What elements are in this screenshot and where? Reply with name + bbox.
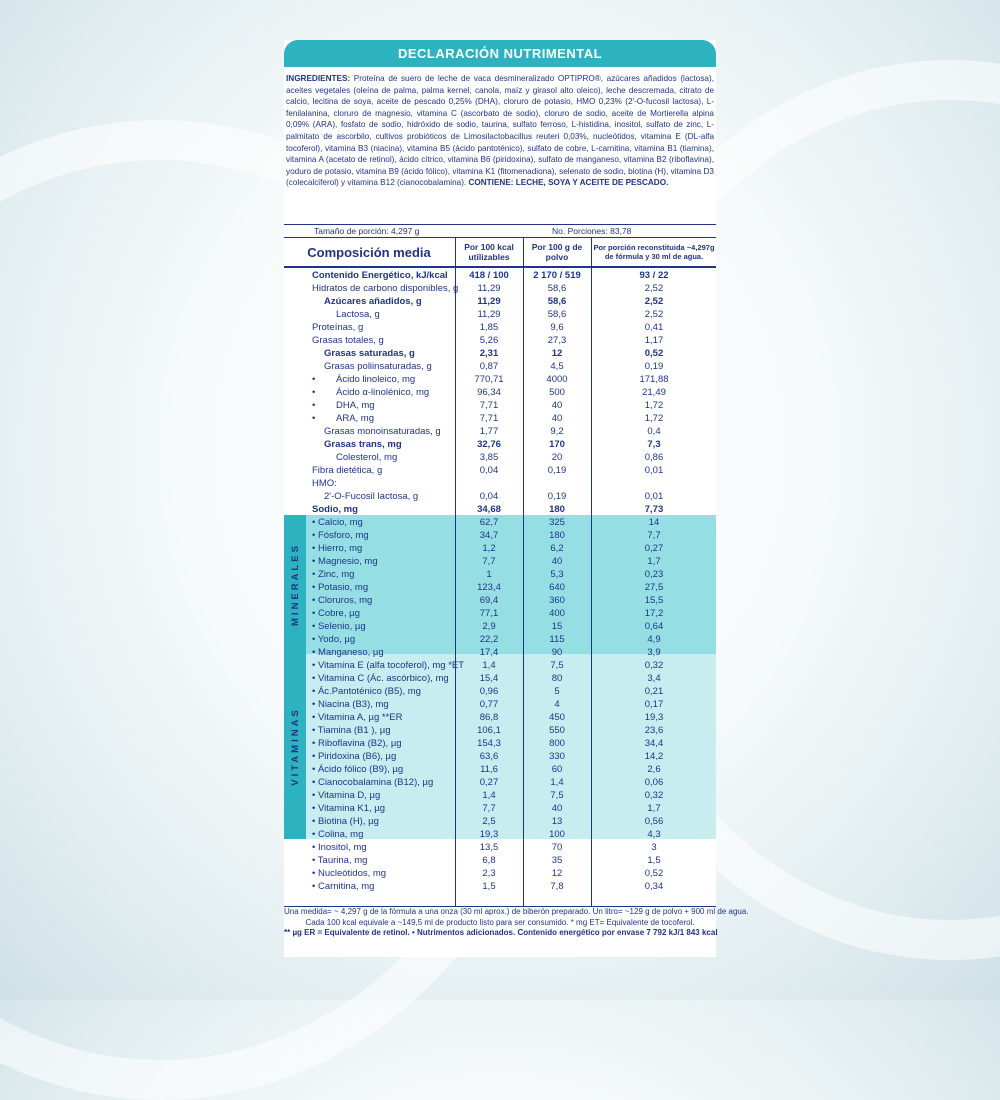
- value-per-portion: 0,41: [644, 322, 664, 333]
- value-per-portion: 1,5: [647, 855, 661, 866]
- value-per-100kcal: 11,29: [477, 283, 501, 294]
- value-per-portion: 1,7: [647, 803, 661, 814]
- value-per-100kcal: 2,9: [482, 621, 496, 632]
- value-per-portion: 21,49: [642, 387, 666, 398]
- table-row: [284, 777, 716, 788]
- nutrient-name: Hidratos de carbono disponibles, g: [312, 283, 459, 294]
- value-per-100kcal: 86,8: [479, 712, 499, 723]
- table-row: [284, 842, 716, 853]
- label-footer: [284, 906, 749, 958]
- nutrient-name: • Zinc, mg: [312, 569, 355, 580]
- value-per-100kcal: 0,96: [479, 686, 499, 697]
- value-per-100g: 170: [549, 439, 565, 450]
- table-row: [284, 361, 716, 372]
- value-per-100kcal: 69,4: [479, 595, 499, 606]
- value-per-portion: 1,17: [644, 335, 664, 346]
- value-per-portion: 1,72: [644, 413, 664, 424]
- nutrient-name: Proteínas, g: [312, 322, 364, 333]
- table-row: [284, 790, 716, 801]
- table-row: [284, 608, 716, 619]
- header-per-portion: Por porción reconstituida ~4,297g de fórmula y 30 ml de agua.: [593, 243, 715, 261]
- portion-size: Tamaño de porción: 4,297 g: [314, 226, 420, 236]
- value-per-100kcal: 34,7: [479, 530, 499, 541]
- value-per-portion: 19,3: [644, 712, 664, 723]
- value-per-100kcal: 32,76: [477, 439, 501, 450]
- bullet-marker: •: [312, 400, 316, 411]
- table-row: [284, 387, 716, 398]
- nutrient-name: Grasas poliinsaturadas, g: [324, 361, 432, 372]
- value-per-100kcal: 77,1: [479, 608, 499, 619]
- nutrient-name: • Vitamina E (alfa tocoferol), mg *ET: [312, 660, 465, 671]
- header-per-100g: Por 100 g de polvo: [531, 242, 583, 262]
- value-per-100kcal: 770,71: [474, 374, 504, 385]
- table-row: [284, 543, 716, 554]
- nutrient-name: • Colina, mg: [312, 829, 364, 840]
- nutrient-name: • Biotina (H), µg: [312, 816, 379, 827]
- nutrient-name: • Hierro, mg: [312, 543, 363, 554]
- value-per-portion: 0,32: [644, 660, 664, 671]
- value-per-100g: 90: [551, 647, 563, 658]
- value-per-100g: 27,3: [547, 335, 567, 346]
- value-per-100g: 0,19: [547, 465, 567, 476]
- table-row: [284, 686, 716, 697]
- nutrient-name: • Yodo, µg: [312, 634, 356, 645]
- table-row: [284, 881, 716, 892]
- table-header: [284, 238, 716, 268]
- nutrient-name: HMO:: [312, 478, 337, 489]
- value-per-100g: 4000: [546, 374, 568, 385]
- value-per-100g: 58,6: [547, 309, 567, 320]
- value-per-100g: 40: [551, 556, 563, 567]
- table-row: [284, 751, 716, 762]
- value-per-portion: 3,4: [647, 673, 661, 684]
- table-row: [284, 439, 716, 450]
- value-per-100kcal: 418 / 100: [469, 270, 509, 281]
- nutrient-name: 2'-O-Fucosil lactosa, g: [324, 491, 419, 502]
- vitamins-label: VITAMINAS: [289, 707, 301, 786]
- table-row: [284, 673, 716, 684]
- value-per-portion: 7,7: [647, 530, 661, 541]
- value-per-100kcal: 1,5: [482, 881, 496, 892]
- value-per-100kcal: 13,5: [479, 842, 499, 853]
- value-per-100kcal: 7,7: [482, 556, 496, 567]
- nutrient-name: Lactosa, g: [336, 309, 380, 320]
- nutrient-name: • Cobre, µg: [312, 608, 360, 619]
- value-per-portion: 0,19: [644, 361, 664, 372]
- table-row: [284, 855, 716, 866]
- nutrient-name: Ácido linoleico, mg: [336, 374, 416, 385]
- value-per-portion: 4,3: [647, 829, 661, 840]
- value-per-100kcal: 7,71: [479, 400, 499, 411]
- value-per-100g: 58,6: [547, 283, 567, 294]
- value-per-portion: 1,7: [647, 556, 661, 567]
- value-per-100kcal: 1,4: [482, 660, 496, 671]
- table-row: [284, 296, 716, 307]
- value-per-portion: 0,17: [644, 699, 664, 710]
- value-per-100kcal: 11,29: [477, 309, 501, 320]
- nutrient-name: • Ácido fólico (B9), µg: [312, 764, 404, 775]
- nutrient-name: Fibra dietética, g: [312, 465, 383, 476]
- value-per-100kcal: 3,85: [479, 452, 499, 463]
- value-per-portion: 34,4: [644, 738, 664, 749]
- nutrient-name: • Fósforo, mg: [312, 530, 369, 541]
- table-row: [284, 816, 716, 827]
- value-per-100kcal: 62,7: [479, 517, 499, 528]
- table-row: [284, 491, 716, 502]
- nutrient-name: Azúcares añadidos, g: [324, 296, 422, 307]
- value-per-portion: 0,34: [644, 881, 664, 892]
- table-row: [284, 335, 716, 346]
- nutrient-name: • Vitamina A, µg **ER: [312, 712, 403, 723]
- value-per-100g: 400: [549, 608, 565, 619]
- value-per-100g: 40: [551, 803, 563, 814]
- table-row: [284, 660, 716, 671]
- value-per-100g: 7,8: [550, 881, 564, 892]
- value-per-portion: 0,01: [644, 491, 664, 502]
- value-per-100g: 9,2: [550, 426, 564, 437]
- table-row: [284, 465, 716, 476]
- value-per-portion: 0,4: [647, 426, 661, 437]
- value-per-100kcal: 1,77: [479, 426, 499, 437]
- value-per-portion: 2,6: [647, 764, 661, 775]
- value-per-portion: 7,3: [647, 439, 661, 450]
- nutrient-name: • Taurina, mg: [312, 855, 368, 866]
- value-per-100kcal: 1: [486, 569, 492, 580]
- table-row: [284, 829, 716, 840]
- value-per-100g: 60: [551, 764, 563, 775]
- value-per-100kcal: 22,2: [479, 634, 499, 645]
- value-per-100g: 115: [549, 634, 565, 645]
- table-row: [284, 803, 716, 814]
- nutrient-name: • Carnitina, mg: [312, 881, 375, 892]
- table-row: [284, 348, 716, 359]
- footer-line-1: Una medida= ~ 4,297 g de la fórmula a una onza (30 ml aprox.) de biberón preparado. Un litro= ~129 g de polvo + 900 ml de agua.: [284, 907, 749, 916]
- value-per-100g: 35: [551, 855, 563, 866]
- value-per-100kcal: 96,34: [477, 387, 501, 398]
- bullet-marker: •: [312, 413, 316, 424]
- value-per-portion: 93 / 22: [639, 270, 669, 281]
- table-row: [284, 868, 716, 879]
- value-per-100g: 360: [549, 595, 565, 606]
- value-per-100kcal: 0,77: [479, 699, 499, 710]
- value-per-100kcal: 1,4: [482, 790, 496, 801]
- value-per-100g: 12: [551, 348, 563, 359]
- value-per-portion: 2,52: [644, 309, 664, 320]
- value-per-100kcal: 11,29: [477, 296, 501, 307]
- contains-text: CONTIENE: LECHE, SOYA Y ACEITE DE PESCADO.: [468, 178, 669, 188]
- value-per-portion: 0,21: [644, 686, 664, 697]
- value-per-100kcal: 123,4: [477, 582, 501, 593]
- value-per-100g: 15: [551, 621, 563, 632]
- table-row: [284, 725, 716, 736]
- value-per-100kcal: 1,2: [482, 543, 496, 554]
- bullet-marker: •: [312, 374, 316, 385]
- table-row: [284, 634, 716, 645]
- value-per-100g: 2 170 / 519: [533, 270, 581, 281]
- nutrient-name: • Vitamina D, µg: [312, 790, 381, 801]
- value-per-100kcal: 34,68: [477, 504, 501, 515]
- value-per-portion: 0,52: [644, 868, 664, 879]
- nutrient-name: • Magnesio, mg: [312, 556, 378, 567]
- value-per-100g: 800: [549, 738, 565, 749]
- table-row: [284, 309, 716, 320]
- table-row: [284, 517, 716, 528]
- table-row: [284, 452, 716, 463]
- value-per-100g: 640: [549, 582, 565, 593]
- value-per-100g: 4,5: [550, 361, 564, 372]
- value-per-portion: 0,56: [644, 816, 664, 827]
- value-per-100g: 5,3: [550, 569, 564, 580]
- value-per-portion: 0,64: [644, 621, 664, 632]
- value-per-100kcal: 154,3: [477, 738, 501, 749]
- value-per-portion: 4,9: [647, 634, 661, 645]
- value-per-100kcal: 7,71: [479, 413, 499, 424]
- value-per-100g: 9,6: [550, 322, 564, 333]
- value-per-100g: 58,6: [547, 296, 567, 307]
- nutrient-name: • Vitamina K1, µg: [312, 803, 386, 814]
- value-per-100kcal: 106,1: [477, 725, 501, 736]
- value-per-100g: 12: [551, 868, 563, 879]
- nutrient-name: • Ác.Pantoténico (B5), mg: [312, 686, 421, 697]
- table-row: [284, 283, 716, 294]
- value-per-portion: 14,2: [644, 751, 664, 762]
- value-per-100kcal: 2,3: [482, 868, 496, 879]
- value-per-100kcal: 19,3: [479, 829, 499, 840]
- footer-line-2: Cada 100 kcal equivale a ~149,5 ml de producto listo para ser consumido. * mg ET= Equivalente de tocoferol.: [305, 917, 695, 927]
- value-per-100kcal: 0,04: [479, 491, 499, 502]
- value-per-100g: 500: [549, 387, 565, 398]
- value-per-100g: 7,5: [550, 660, 564, 671]
- table-row: [284, 764, 716, 775]
- nutrient-name: • Manganeso, µg: [312, 647, 384, 658]
- value-per-100g: 450: [549, 712, 565, 723]
- value-per-100kcal: 17,4: [479, 647, 499, 658]
- portions-count: No. Porciones: 83,78: [552, 226, 632, 236]
- value-per-100g: 550: [549, 725, 565, 736]
- value-per-100g: 40: [551, 400, 563, 411]
- table-row: [284, 400, 716, 411]
- bullet-marker: •: [312, 387, 316, 398]
- table-row: [284, 712, 716, 723]
- nutrient-name: Grasas monoinsaturadas, g: [324, 426, 441, 437]
- table-row: [284, 530, 716, 541]
- nutrient-name: Ácido α-linolénico, mg: [336, 387, 430, 398]
- table-row: [284, 478, 716, 489]
- value-per-portion: 0,27: [644, 543, 664, 554]
- nutrient-name: • Niacina (B3), mg: [312, 699, 389, 710]
- value-per-100g: 5: [554, 686, 560, 697]
- nutrition-label: [284, 40, 749, 957]
- value-per-portion: 0,32: [644, 790, 664, 801]
- ingredients-block: [286, 73, 714, 189]
- nutrient-name: Contenido Energético, kJ/kcal: [312, 270, 448, 281]
- value-per-portion: 1,72: [644, 400, 664, 411]
- table-row: [284, 569, 716, 580]
- value-per-100kcal: 2,5: [482, 816, 496, 827]
- table-row: [284, 595, 716, 606]
- header-per-100kcal: Por 100 kcal utilizables: [464, 242, 514, 262]
- value-per-portion: 3: [651, 842, 657, 853]
- value-per-portion: 27,5: [644, 582, 664, 593]
- header-composition: Composición media: [307, 244, 431, 260]
- value-per-portion: 0,52: [644, 348, 664, 359]
- value-per-portion: 171,88: [639, 374, 669, 385]
- label-title: DECLARACIÓN NUTRIMENTAL: [284, 40, 716, 67]
- nutrient-name: Sodio, mg: [312, 504, 358, 515]
- nutrient-name: DHA, mg: [336, 400, 375, 411]
- value-per-portion: 23,6: [644, 725, 664, 736]
- table-row: [284, 582, 716, 593]
- value-per-100kcal: 63,6: [479, 751, 499, 762]
- value-per-100g: 330: [549, 751, 565, 762]
- table-row: [284, 738, 716, 749]
- table-row: [284, 270, 716, 281]
- value-per-100g: 100: [549, 829, 565, 840]
- value-per-100g: 0,19: [547, 491, 567, 502]
- nutrient-name: • Cianocobalamina (B12), µg: [312, 777, 434, 788]
- value-per-portion: 7,73: [644, 504, 664, 515]
- value-per-100g: 13: [551, 816, 563, 827]
- value-per-100g: 4: [554, 699, 560, 710]
- value-per-portion: 2,52: [644, 283, 664, 294]
- value-per-portion: 2,52: [644, 296, 664, 307]
- value-per-portion: 0,01: [644, 465, 664, 476]
- ingredients-heading: INGREDIENTES:: [286, 74, 351, 83]
- value-per-100g: 7,5: [550, 790, 564, 801]
- value-per-100kcal: 5,26: [479, 335, 499, 346]
- nutrient-name: • Selenio, µg: [312, 621, 366, 632]
- value-per-portion: 14: [648, 517, 660, 528]
- value-per-100kcal: 15,4: [479, 673, 499, 684]
- nutrient-name: Grasas totales, g: [312, 335, 384, 346]
- value-per-portion: 0,06: [644, 777, 664, 788]
- value-per-100kcal: 11,6: [480, 764, 498, 775]
- value-per-portion: 3,9: [647, 647, 661, 658]
- value-per-100kcal: 0,04: [479, 465, 499, 476]
- value-per-portion: 0,86: [644, 452, 664, 463]
- table-row: [284, 413, 716, 424]
- nutrient-name: • Potasio, mg: [312, 582, 369, 593]
- portion-info: [284, 224, 716, 238]
- nutrient-name: • Riboflavina (B2), µg: [312, 738, 402, 749]
- value-per-100g: 80: [551, 673, 563, 684]
- table-row: [284, 504, 716, 515]
- nutrient-name: • Vitamina C (Ác. ascórbico), mg: [312, 673, 449, 684]
- nutrient-name: Colesterol, mg: [336, 452, 398, 463]
- value-per-100g: 325: [549, 517, 565, 528]
- value-per-100kcal: 1,85: [479, 322, 499, 333]
- value-per-100g: 40: [551, 413, 563, 424]
- nutrient-name: • Inositol, mg: [312, 842, 367, 853]
- table-row: [284, 699, 716, 710]
- value-per-100kcal: 6,8: [482, 855, 496, 866]
- value-per-100g: 6,2: [550, 543, 564, 554]
- nutrient-name: ARA, mg: [336, 413, 375, 424]
- value-per-100kcal: 0,87: [479, 361, 499, 372]
- nutrient-name: Grasas trans, mg: [324, 439, 402, 450]
- nutrient-name: • Piridoxina (B6), µg: [312, 751, 397, 762]
- value-per-100kcal: 7,7: [482, 803, 496, 814]
- value-per-portion: 17,2: [644, 608, 664, 619]
- table-row: [284, 426, 716, 437]
- value-per-100g: 20: [551, 452, 563, 463]
- value-per-100kcal: 0,27: [479, 777, 499, 788]
- table-row: [284, 322, 716, 333]
- footer-line-3: ** µg ER = Equivalente de retinol. • Nutrimentos adicionados. Contenido energético por envase 7 792 kJ/1 843 kcal: [284, 928, 718, 937]
- table-row: [284, 647, 716, 658]
- table-row: [284, 374, 716, 385]
- nutrient-name: Grasas saturadas, g: [324, 348, 415, 359]
- nutrient-name: • Tiamina (B1 ), µg: [312, 725, 391, 736]
- value-per-100g: 180: [549, 504, 565, 515]
- nutrient-name: • Cloruros, mg: [312, 595, 373, 606]
- value-per-100kcal: 2,31: [479, 348, 499, 359]
- value-per-portion: 15,5: [644, 595, 664, 606]
- value-per-100g: 70: [551, 842, 563, 853]
- table-row: [284, 621, 716, 632]
- nutrient-name: • Nucleótidos, mg: [312, 868, 387, 879]
- value-per-100g: 180: [549, 530, 565, 541]
- minerals-label: MINERALES: [289, 543, 301, 626]
- nutrient-name: • Calcio, mg: [312, 517, 363, 528]
- value-per-portion: 0,23: [644, 569, 664, 580]
- table-row: [284, 556, 716, 567]
- value-per-100g: 1,4: [550, 777, 564, 788]
- ingredients-text: Proteína de suero de leche de vaca desmineralizado OPTIPRO®, azúcares añadidos (lactosa), aceites vegetales (oleína de palma, palma kernel, canola, maíz y girasol alto oleico), leche descremada, citrato de calcio, lecitina de soya, aceite de pescado 0,25% (DHA), cloruro de potasio, HMO 0,23% (2'-O-fucosil lactosa), L-fenilalanina, cloruro de magnesio, vitamina C (ascorbato de sodio), cloruro de sodio, aceite de Mortierella alpina 0,09% (ARA), fosfato de sodio, hidróxido de sodio, taurina, sulfato ferroso, L-histidina, inositol, sulfato de zinc, L-palmitato de ascorbilo, cultivos probióticos de Limosilactobacillus reuteri 0,03%, nucleótidos, vitamina E (DL-alfa tocoferol), vitamina B3 (niacina), vitamina B5 (ácido pantoténico), sulfato de cobre, L-carnitina, vitamina B1 (tiamina), vitamina A (acetato de retinol), ácido cítrico, vitamina B6 (piridoxina), sulfato de manganeso, vitamina B2 (riboflavina), yoduro de potasio, vitamina B9 (ácido fólico), vitamina K1 (fitomenadiona), selenato de sodio, biotina (H), vitamina D3 (colecalciferol) y vitamina B12 (cianocobalamina).: [286, 74, 714, 188]
